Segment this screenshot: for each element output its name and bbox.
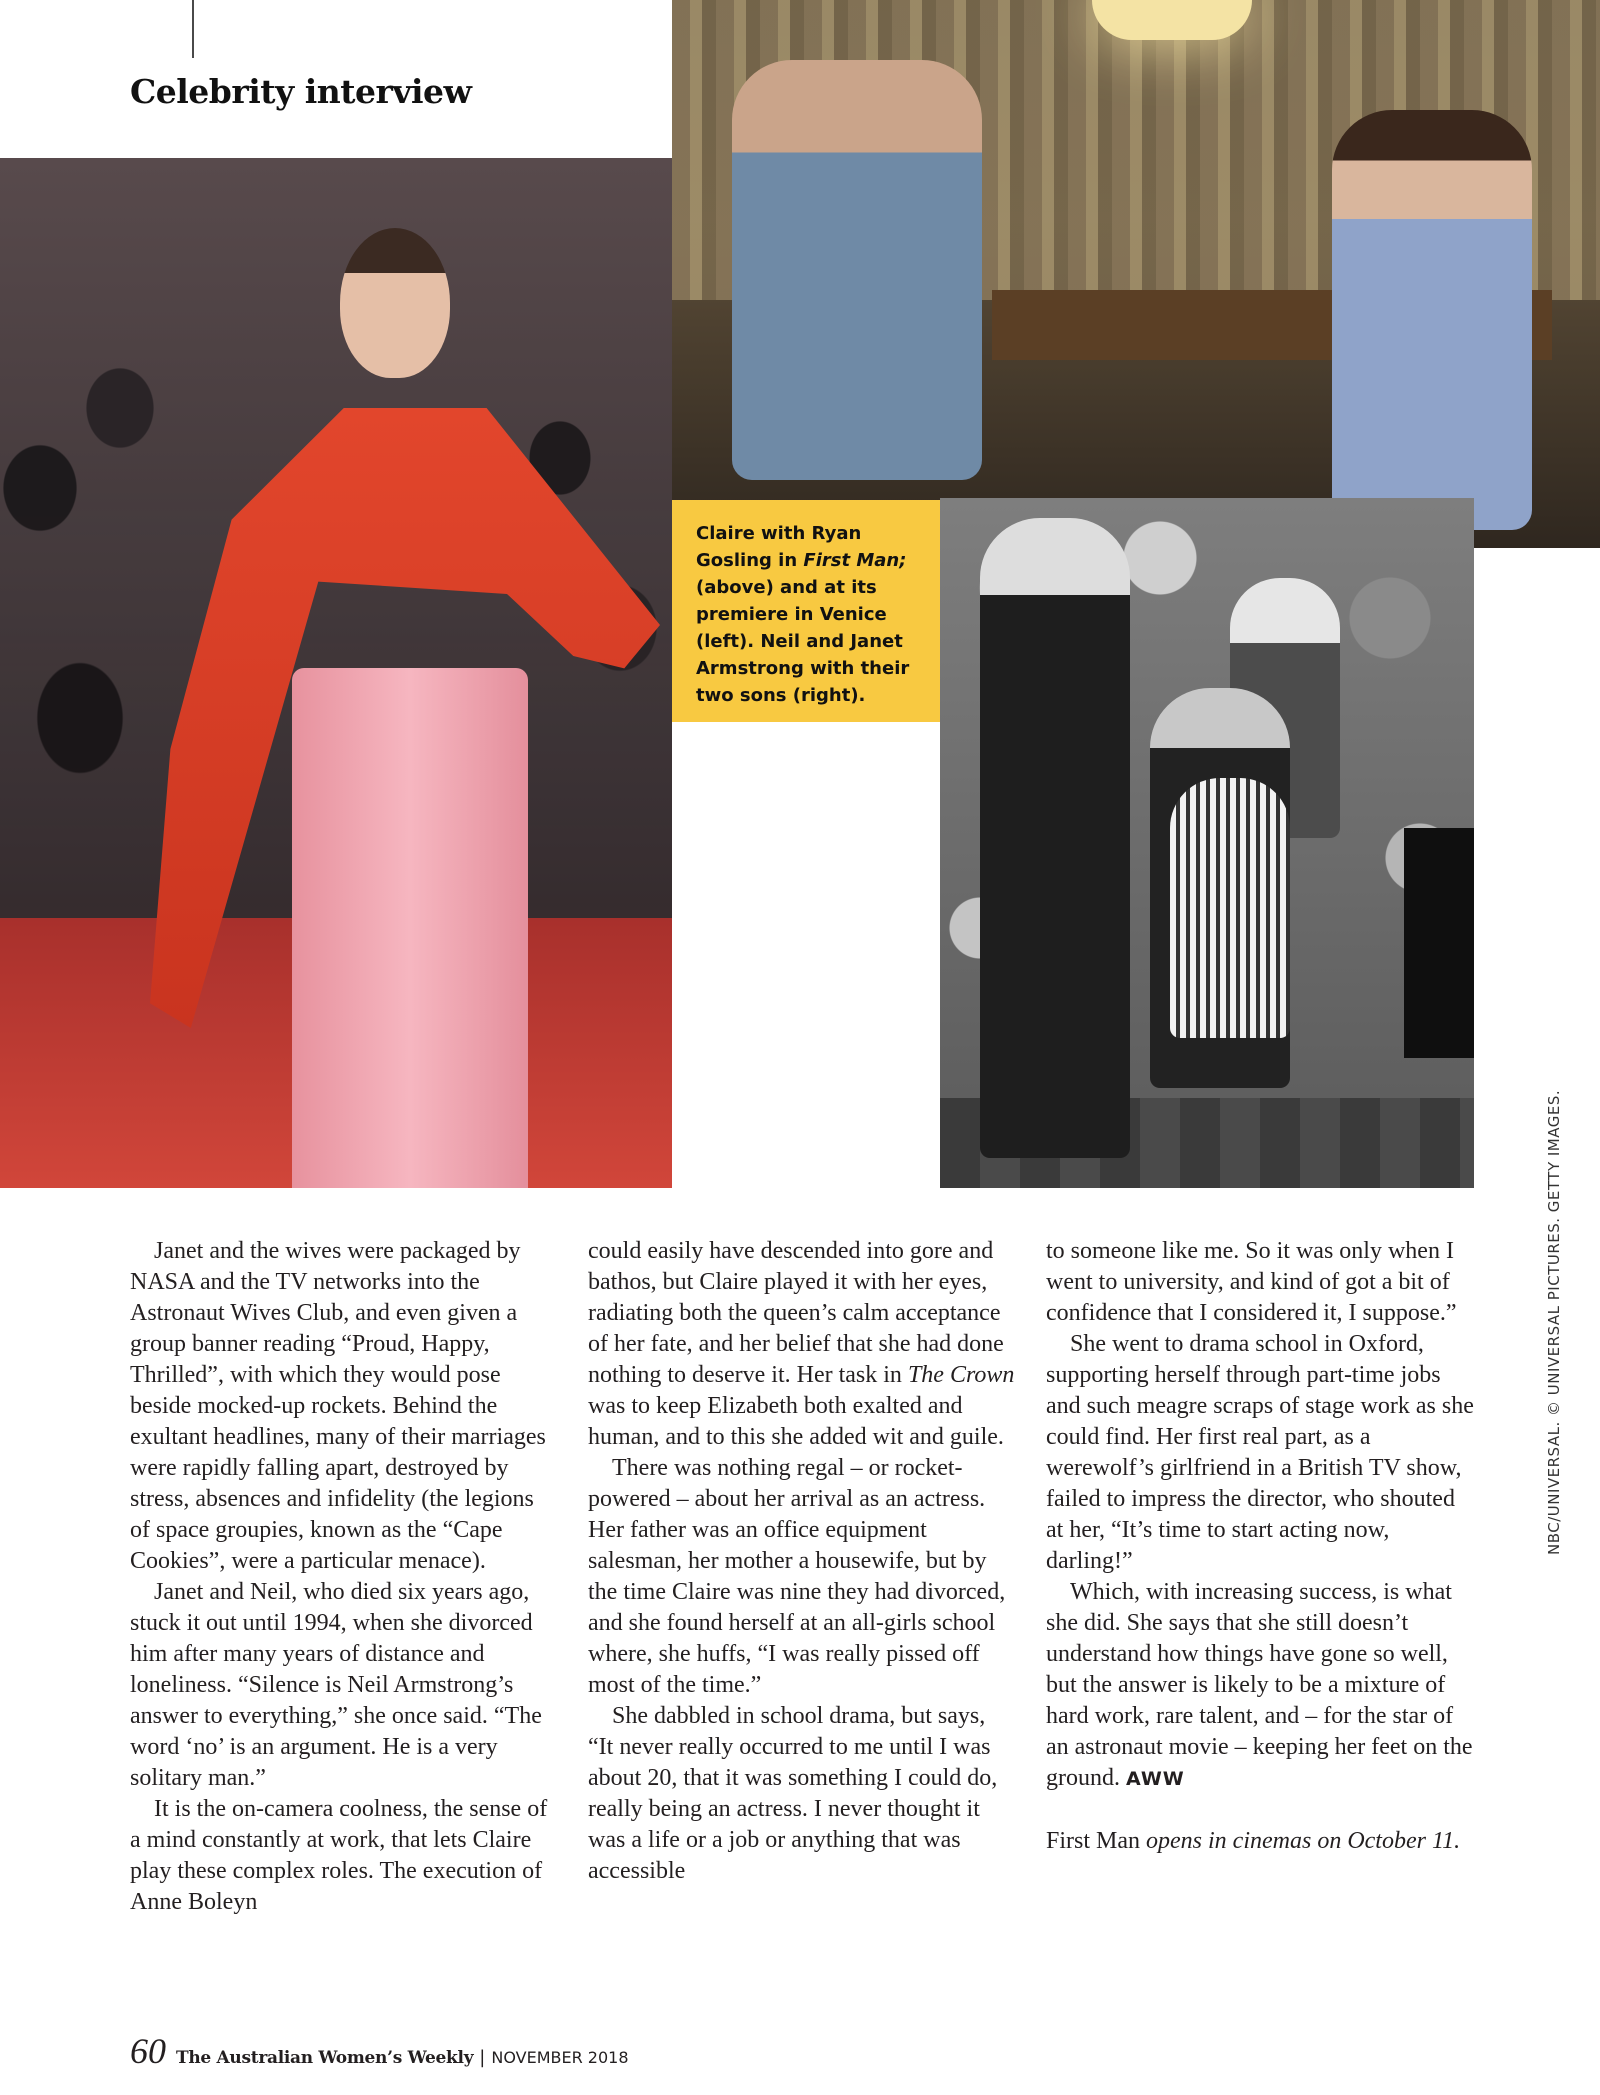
section-title: Celebrity interview — [130, 72, 472, 111]
magazine-name: The Australian Women’s Weekly — [176, 2048, 474, 2068]
film-still-photo — [672, 0, 1600, 548]
family-photo — [940, 498, 1474, 1188]
paragraph: Janet and Neil, who died six years ago, stuck it out until 1994, when she divorced him after many years of distance and loneliness. “Silence is Neil Armstrong’s answer to everything,” she once said. “The word ‘no’ is an argument. He is a very solitary man.” — [130, 1579, 542, 1791]
photo-caption: Claire with Ryan Gosling in First Man; (above) and at its premiere in Venice (left). Neil and Janet Armstrong with their two sons (right). — [672, 500, 940, 722]
paragraph: It is the on-camera coolness, the sense of a mind constantly at work, that lets Claire play these complex roles. The execution of Anne Boleyn — [130, 1796, 548, 1915]
paragraph: could easily have descended into gore and bathos, but Claire played it with her eyes, radiating both the queen’s calm acceptance of her fate, and her belief that she had done nothing to deserve it. Her task in The Crown was to keep Elizabeth both exalted and human, and to this she added wit and guile. — [588, 1238, 1015, 1450]
footer-separator: | — [479, 2047, 486, 2068]
issue-date: NOVEMBER 2018 — [491, 2048, 629, 2067]
premiere-photo — [0, 158, 672, 1188]
paragraph: to someone like me. So it was only when I went to university, and kind of got a bit of confidence that I considered it, I suppose.” — [1046, 1238, 1457, 1326]
paragraph: She dabbled in school drama, but says, “It never really occurred to me until I was about 20, that it was something I could do, really being an actress. I never thought it was a life or a job or anything that was accessible — [588, 1703, 998, 1884]
release-note: First Man opens in cinemas on October 11. — [1046, 1828, 1461, 1854]
article-column-3 — [1046, 1236, 1474, 1857]
paragraph: There was nothing regal – or rocket-powered – about her arrival as an actress. Her father was an office equipment salesman, her mother a housewife, but by the time Claire was nine they had divorced, and she found herself at an all-girls school where, she huffs, “I was really pissed off most of the time.” — [588, 1455, 1006, 1698]
top-rule — [192, 0, 194, 58]
paragraph: Which, with increasing success, is what she did. She says that she still doesn’t understand how things have gone so well, but the answer is likely to be a mixture of hard work, rare talent, and – for the star of an astronaut movie – keeping her feet on the ground. AWW — [1046, 1579, 1473, 1791]
page-number: 60 — [130, 2031, 166, 2071]
article-column-1 — [130, 1236, 558, 1918]
end-mark: AWW — [1126, 1768, 1185, 1790]
photo-credit: NBC/UNIVERSAL. © UNIVERSAL PICTURES. GETTY IMAGES. — [1545, 1089, 1563, 1555]
paragraph: She went to drama school in Oxford, supporting herself through part-time jobs and such meagre scraps of stage work as she could find. Her first real part, as a werewolf’s girlfriend in a British TV show, failed to impress the director, who shouted at her, “It’s time to start acting now, darling!” — [1046, 1331, 1474, 1574]
article-column-2 — [588, 1236, 1016, 1887]
paragraph: Janet and the wives were packaged by NASA and the TV networks into the Astronaut Wives Club, and even given a group banner reading “Proud, Happy, Thrilled”, with which they would pose beside mocked-up rockets. Behind the exultant headlines, many of their marriages were rapidly falling apart, destroyed by stress, absences and infidelity (the legions of space groupies, known as the “Cape Cookies”, were a particular menace). — [130, 1238, 546, 1574]
page-footer — [130, 2030, 629, 2072]
